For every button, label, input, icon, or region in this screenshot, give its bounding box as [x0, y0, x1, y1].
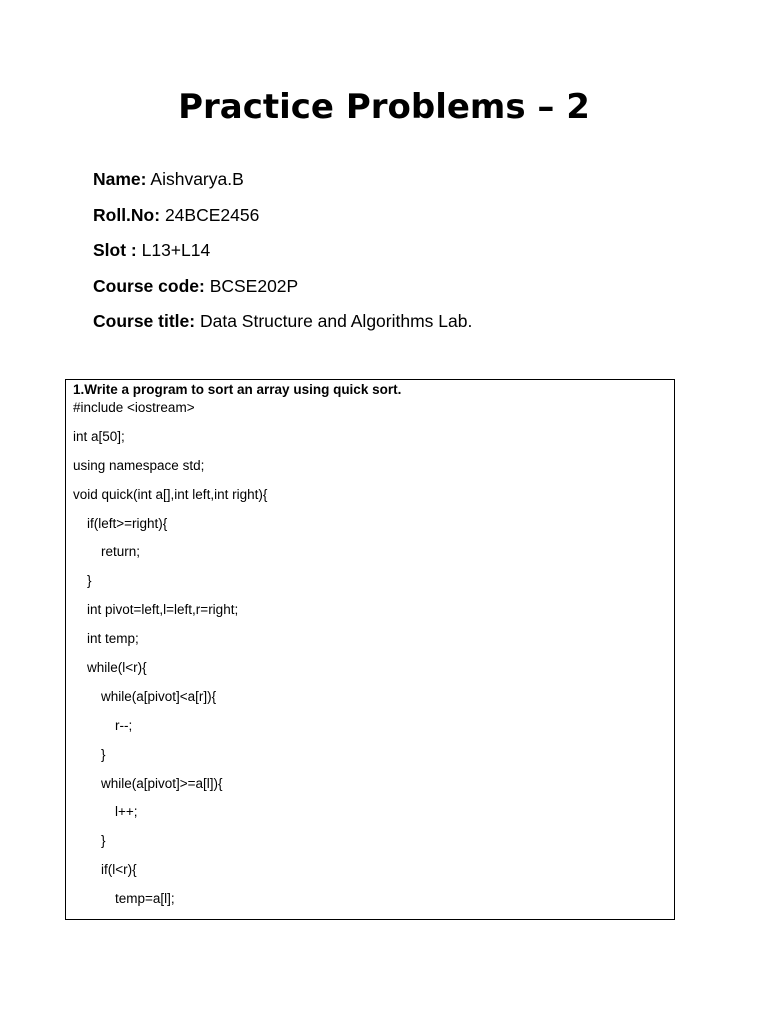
page-title: Practice Problems – 2 — [178, 87, 590, 127]
code-line: int pivot=left,l=left,r=right; — [87, 602, 239, 618]
roll-no-value: 24BCE2456 — [160, 204, 260, 225]
code-line: } — [87, 573, 92, 589]
code-line: } — [101, 833, 106, 849]
roll-no-row — [93, 202, 713, 238]
roll-no-label: Roll.No: — [93, 204, 161, 225]
code-line: if(left>=right){ — [87, 515, 168, 531]
name-row — [93, 166, 713, 202]
code-line: r--; — [115, 717, 133, 733]
student-info — [93, 166, 713, 344]
course-title-row — [93, 308, 713, 344]
code-line: } — [101, 746, 106, 762]
code-line: l++; — [115, 804, 138, 820]
slot-label: Slot : — [93, 240, 137, 260]
course-title-value: Data Structure and Algorithms Lab. — [195, 311, 473, 331]
course-code-label: Course code: — [93, 275, 205, 296]
code-line: int temp; — [87, 631, 139, 647]
slot-row — [93, 237, 713, 273]
code-line: void quick(int a[],int left,int right){ — [73, 486, 268, 502]
name-value: Aishvarya.B — [146, 169, 244, 189]
code-line: #include <iostream> — [73, 400, 195, 415]
code-line: while(a[pivot]<a[r]){ — [101, 688, 217, 704]
code-line: temp=a[l]; — [115, 891, 175, 907]
code-block — [73, 399, 267, 919]
code-line: using namespace std; — [73, 457, 205, 473]
course-code-value: BCSE202P — [204, 275, 299, 296]
code-line: return; — [101, 544, 141, 560]
code-box — [65, 379, 675, 920]
course-code-row — [93, 273, 713, 309]
name-label: Name: — [93, 169, 147, 189]
course-title-label: Course title: — [93, 311, 196, 331]
code-line: int a[50]; — [73, 428, 125, 444]
code-line: while(a[pivot]>=a[l]){ — [101, 775, 223, 791]
code-line: if(l<r){ — [101, 862, 137, 878]
question-heading: 1.Write a program to sort an array using quick sort. — [73, 382, 402, 397]
code-line: while(l<r){ — [87, 660, 147, 676]
slot-value: L13+L14 — [136, 240, 211, 260]
